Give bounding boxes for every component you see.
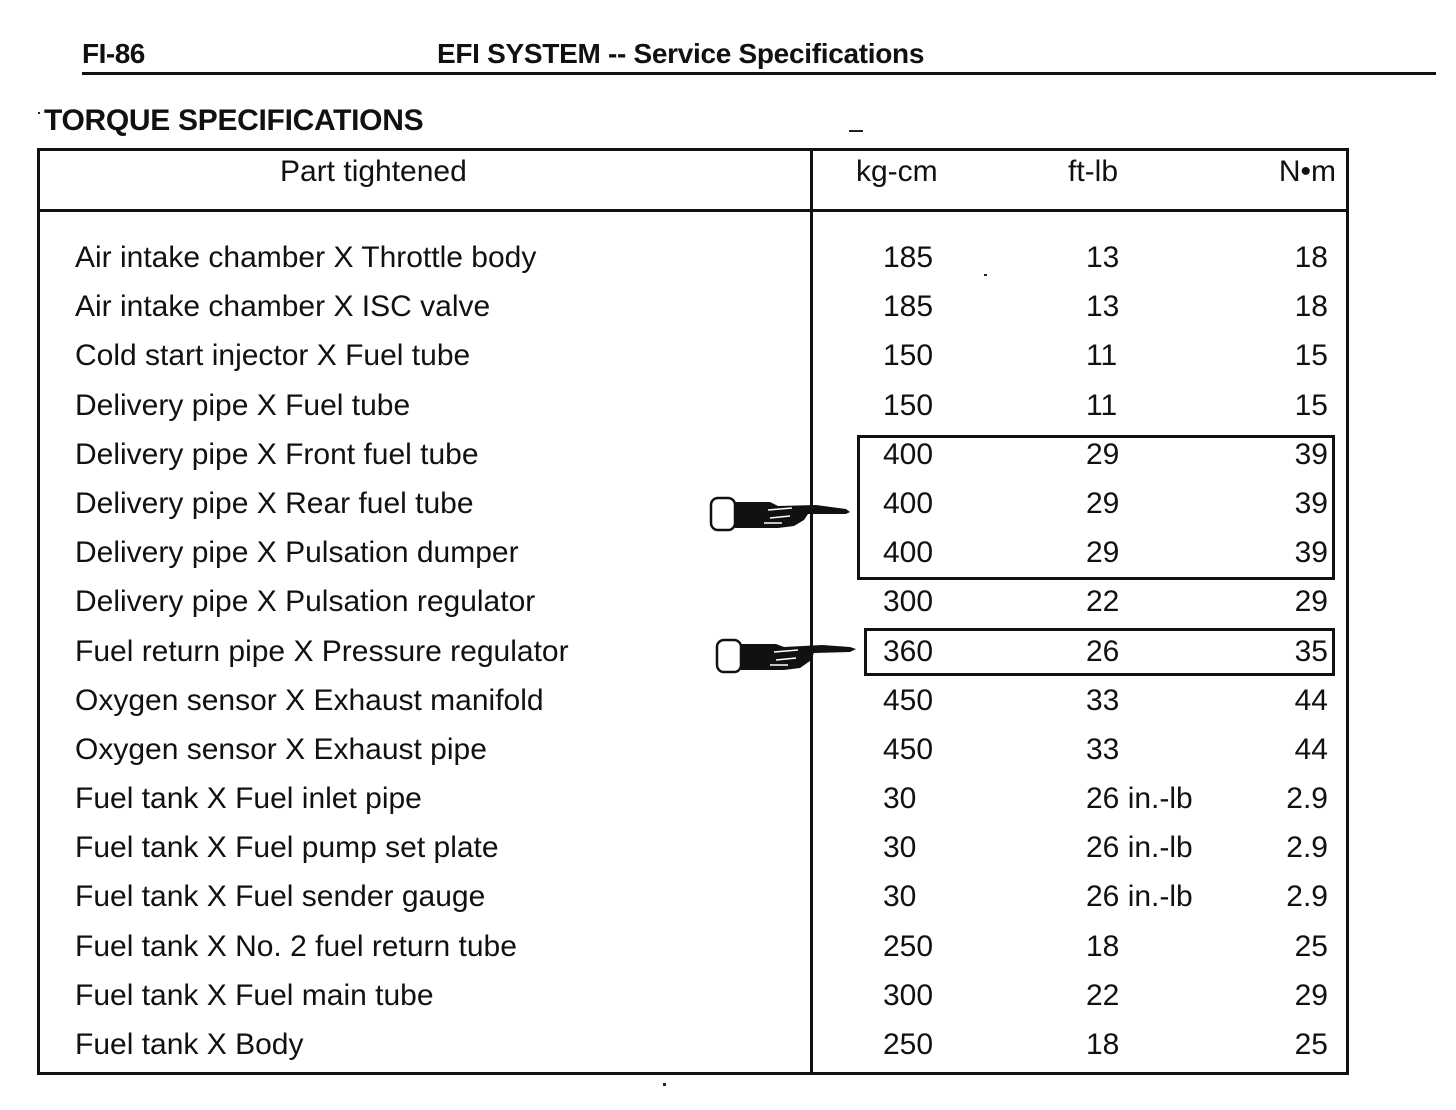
table-row (40, 680, 1346, 729)
nm-cell: 15 (1294, 339, 1328, 373)
ft-lb-cell: 29 (1086, 437, 1120, 471)
ft-lb-cell: 26 in.-lb (1086, 831, 1193, 865)
kg-cm-cell: 400 (883, 437, 934, 471)
section-title: TORQUE SPECIFICATIONS (44, 104, 424, 137)
pointing-hand-icon (708, 490, 852, 541)
ft-lb-cell: 26 (1086, 634, 1120, 668)
pointing-hand-icon (714, 632, 858, 683)
ft-lb-cell: 11 (1086, 388, 1118, 422)
table-row (40, 778, 1346, 827)
part-cell: Delivery pipe X Front fuel tube (75, 437, 479, 471)
part-cell: Fuel tank X Fuel inlet pipe (75, 782, 422, 816)
ft-lb-cell: 33 (1086, 732, 1120, 766)
kg-cm-cell: 150 (883, 388, 934, 422)
nm-cell: 2.9 (1286, 880, 1328, 914)
part-cell: Fuel tank X Fuel main tube (75, 978, 434, 1012)
part-cell: Fuel tank X Fuel pump set plate (75, 831, 499, 865)
nm-cell: 2.9 (1286, 831, 1328, 865)
scan-speck (984, 274, 987, 276)
table-row (40, 729, 1346, 778)
kg-cm-cell: 185 (883, 241, 934, 274)
part-cell: Delivery pipe X Rear fuel tube (75, 486, 474, 520)
table-row (40, 385, 1346, 434)
kg-cm-cell: 400 (883, 486, 934, 520)
kg-cm-cell: 30 (883, 782, 917, 816)
nm-cell: 44 (1294, 732, 1328, 766)
nm-cell: 39 (1294, 536, 1328, 570)
nm-cell: 35 (1294, 634, 1328, 668)
kg-cm-cell: 250 (883, 1028, 934, 1061)
nm-cell: 25 (1294, 1028, 1328, 1061)
table-row (40, 827, 1346, 876)
nm-cell: 18 (1294, 290, 1328, 324)
part-cell: Fuel return pipe X Pressure regulator (75, 634, 569, 668)
highlight-box-pressure-regulator-values (864, 628, 1335, 676)
table-row (40, 335, 1346, 384)
nm-cell: 29 (1294, 978, 1328, 1012)
kg-cm-cell: 30 (883, 831, 917, 865)
kg-cm-cell: 150 (883, 339, 934, 373)
kg-cm-cell: 250 (883, 929, 934, 963)
part-cell: Delivery pipe X Fuel tube (75, 388, 411, 422)
part-cell: Delivery pipe X Pulsation dumper (75, 536, 519, 570)
nm-cell: 39 (1294, 437, 1328, 471)
column-header-nm: N•m (1278, 155, 1336, 188)
ft-lb-cell: 29 (1086, 486, 1120, 520)
kg-cm-cell: 450 (883, 732, 934, 766)
nm-cell: 2.9 (1286, 782, 1328, 816)
part-cell: Cold start injector X Fuel tube (75, 339, 471, 373)
scan-speck (663, 1083, 666, 1086)
nm-cell: 29 (1294, 585, 1328, 619)
ft-lb-cell: 18 (1086, 929, 1120, 963)
torque-spec-table (37, 148, 1349, 1075)
ft-lb-cell: 22 (1086, 585, 1120, 619)
table-row (40, 286, 1346, 335)
nm-cell: 44 (1294, 683, 1328, 717)
scan-speck (38, 112, 40, 114)
ft-lb-cell: 18 (1086, 1028, 1120, 1061)
table-row (40, 237, 1346, 286)
column-header-part: Part tightened (280, 155, 467, 188)
header-rule (82, 72, 1436, 75)
nm-cell: 25 (1294, 929, 1328, 963)
part-cell: Fuel tank X Fuel sender gauge (75, 880, 486, 914)
part-cell: Fuel tank X No. 2 fuel return tube (75, 929, 517, 963)
ft-lb-cell: 22 (1086, 978, 1120, 1012)
part-cell: Fuel tank X Body (75, 1028, 304, 1061)
ft-lb-cell: 29 (1086, 536, 1120, 570)
kg-cm-cell: 300 (883, 585, 934, 619)
table-row (40, 581, 1346, 630)
kg-cm-cell: 185 (883, 290, 934, 324)
page-title: EFI SYSTEM -- Service Specifications (437, 38, 925, 69)
table-row (40, 1024, 1346, 1073)
kg-cm-cell: 300 (883, 978, 934, 1012)
ft-lb-cell: 13 (1086, 241, 1120, 274)
part-cell: Air intake chamber X ISC valve (75, 290, 491, 324)
part-cell: Air intake chamber X Throttle body (75, 241, 537, 274)
kg-cm-cell: 360 (883, 634, 934, 668)
highlight-box-delivery-pipe-values (857, 435, 1335, 580)
ft-lb-cell: 26 in.-lb (1086, 880, 1193, 914)
header-rule-line (40, 209, 1346, 212)
column-header-kg-cm: kg-cm (856, 155, 938, 188)
nm-cell: 39 (1294, 486, 1328, 520)
page-number: FI-86 (82, 38, 145, 69)
kg-cm-cell: 400 (883, 536, 934, 570)
part-cell: Oxygen sensor X Exhaust manifold (75, 683, 544, 717)
ft-lb-cell: 13 (1086, 290, 1120, 324)
table-row (40, 975, 1346, 1024)
ft-lb-cell: 33 (1086, 683, 1120, 717)
part-cell: Oxygen sensor X Exhaust pipe (75, 732, 487, 766)
table-row (40, 876, 1346, 925)
column-header-ft-lb: ft-lb (1068, 155, 1119, 188)
scan-speck (849, 130, 863, 132)
ft-lb-cell: 11 (1086, 339, 1118, 373)
kg-cm-cell: 30 (883, 880, 917, 914)
nm-cell: 15 (1294, 388, 1328, 422)
kg-cm-cell: 450 (883, 683, 934, 717)
nm-cell: 18 (1294, 241, 1328, 274)
part-cell: Delivery pipe X Pulsation regulator (75, 585, 536, 619)
ft-lb-cell: 26 in.-lb (1086, 782, 1193, 816)
table-row (40, 926, 1346, 975)
